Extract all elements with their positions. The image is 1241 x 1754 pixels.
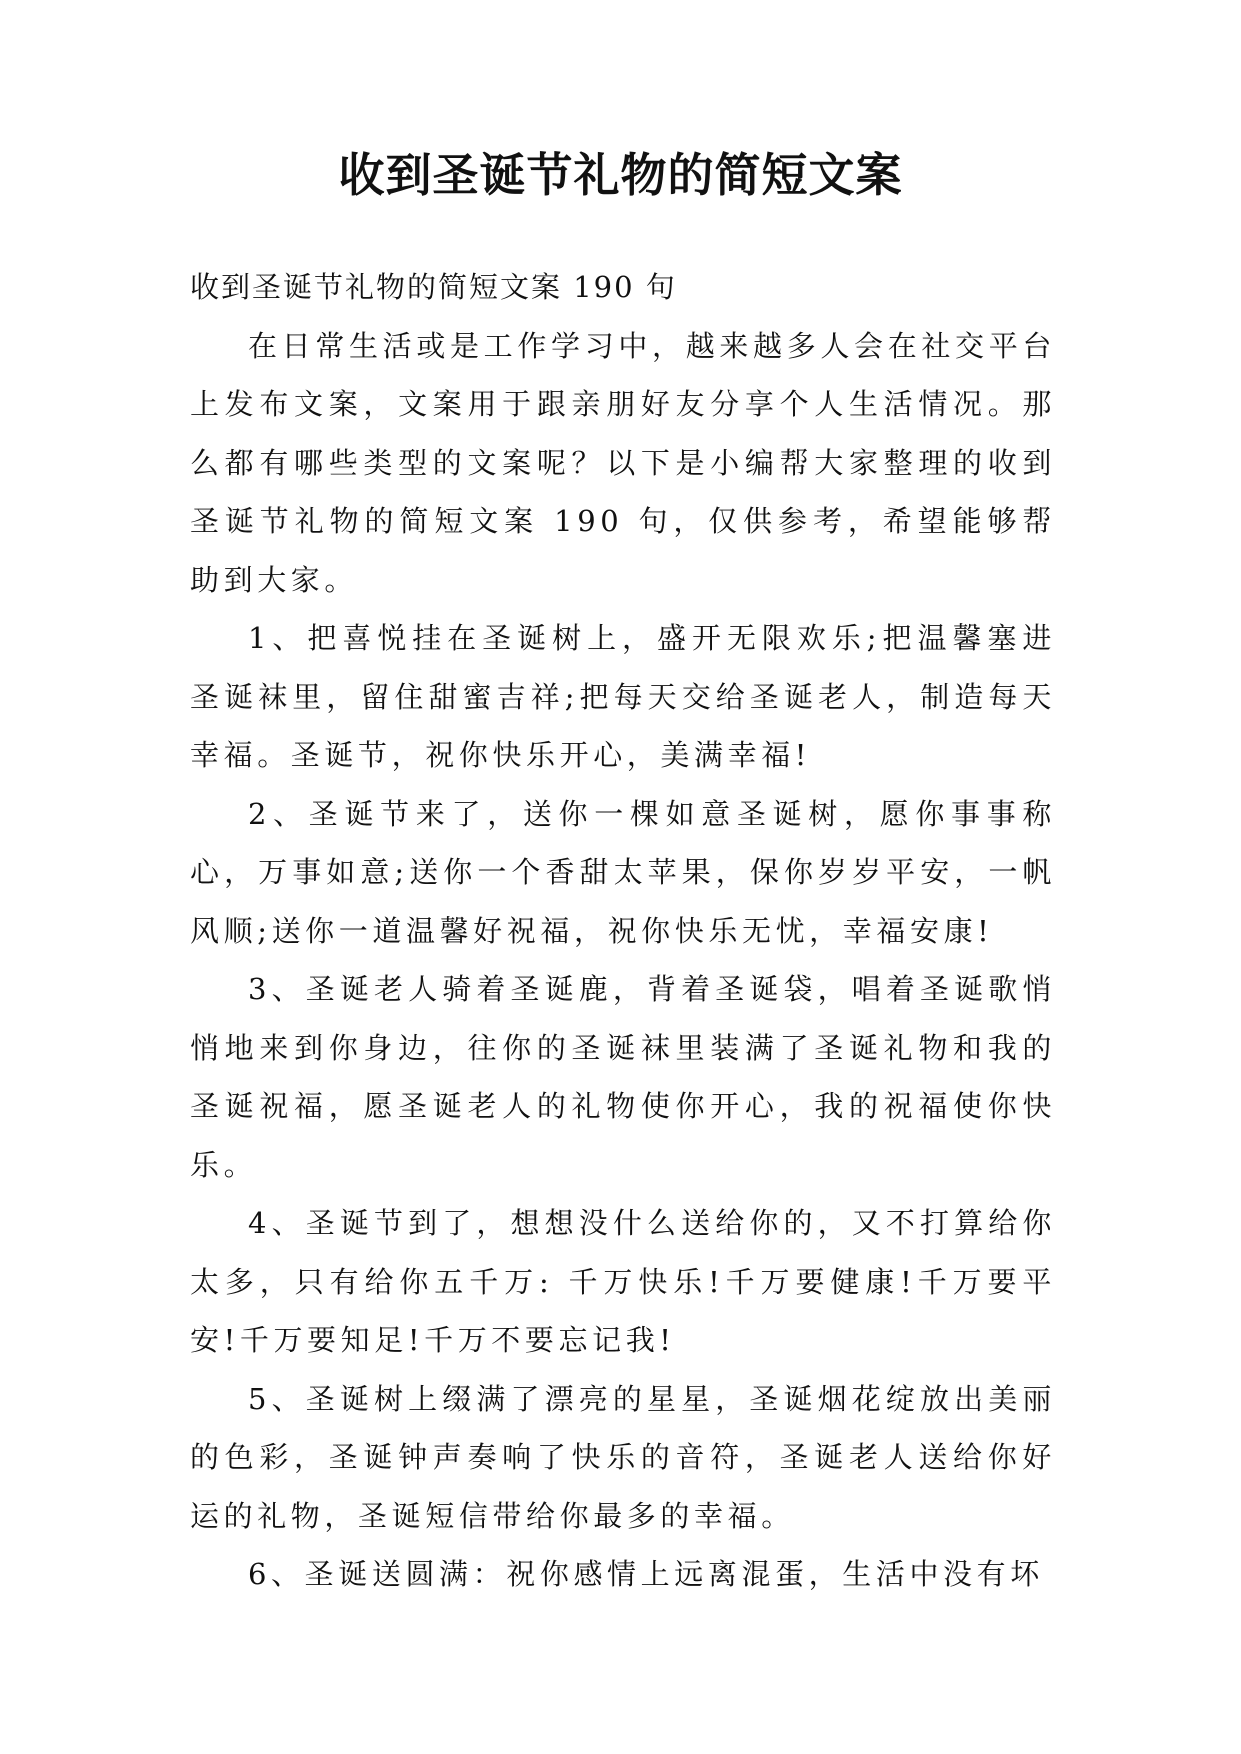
intro-paragraph: 在日常生活或是工作学习中，越来越多人会在社交平台上发布文案，文案用于跟亲朋好友分享个人生活情况。那么都有哪些类型的文案呢？以下是小编帮大家整理的收到圣诞节礼物的简短文案 190 句，仅供参考，希望能够帮助到大家。: [190, 328, 1056, 597]
item-paragraph-5: 5、圣诞树上缀满了漂亮的星星，圣诞烟花绽放出美丽的色彩，圣诞钟声奏响了快乐的音符，圣诞老人送给你好运的礼物，圣诞短信带给你最多的幸福。: [190, 1381, 1056, 1533]
item-paragraph-2: 2、圣诞节来了，送你一棵如意圣诞树，愿你事事称心，万事如意;送你一个香甜太苹果，保你岁岁平安，一帆风顺;送你一道温馨好祝福，祝你快乐无忧，幸福安康!: [190, 796, 1056, 948]
document-body: [190, 258, 1056, 1604]
document-subtitle: 收到圣诞节礼物的简短文案 190 句: [190, 270, 677, 304]
item-paragraph-6: 6、圣诞送圆满：祝你感情上远离混蛋，生活中没有坏: [248, 1557, 1044, 1591]
item-paragraph-1: 1、把喜悦挂在圣诞树上，盛开无限欢乐;把温馨塞进圣诞袜里，留住甜蜜吉祥;把每天交给圣诞老人，制造每天幸福。圣诞节，祝你快乐开心，美满幸福!: [190, 621, 1056, 772]
document-title: 收到圣诞节礼物的简短文案: [338, 148, 903, 202]
item-paragraph-3: 3、圣诞老人骑着圣诞鹿，背着圣诞袋，唱着圣诞歌悄悄地来到你身边，往你的圣诞袜里装满了圣诞礼物和我的圣诞祝福，愿圣诞老人的礼物使你开心，我的祝福使你快乐。: [190, 972, 1056, 1182]
item-paragraph-4: 4、圣诞节到了，想想没什么送给你的，又不打算给你太多，只有给你五千万: 千万快乐!千万要健康!千万要平安!千万要知足!千万不要忘记我!: [190, 1206, 1056, 1357]
